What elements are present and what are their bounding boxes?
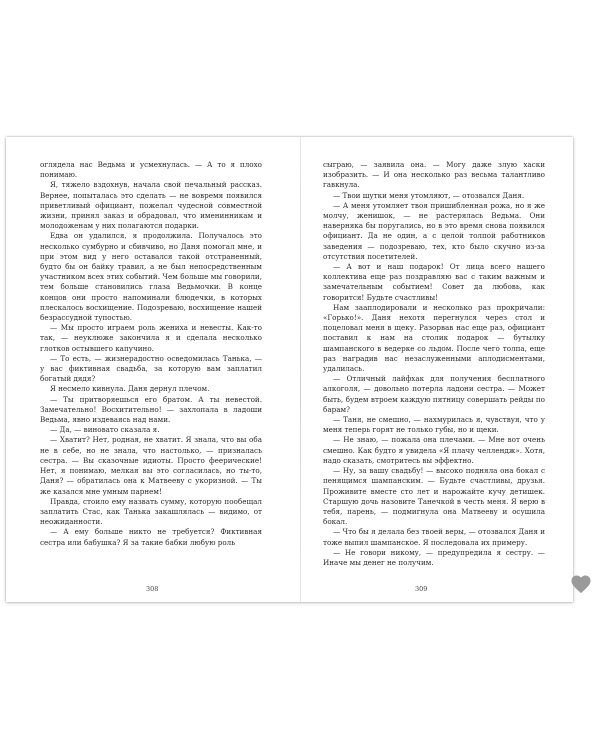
right-page-text <box>323 160 545 568</box>
paragraph: — Ну, за вашу свадьбу! — высоко подняла она бокал с пенящимся шампанским. — Будьте счастливы, друзья. Проживите вместе сто лет и нарожайте кучу детишек. Старшую дочь назовите Танечкой в честь меня. Я верю в тебя, парень, — подмигнула она Матвееву и осушила бокал. <box>323 466 545 527</box>
paragraph: — Хватит? Нет, родная, не хватит. Я знала, что вы оба не в себе, но не знала, что настолько, — призналась сестра. — Вы сказочные идиоты. Просто феерические! Нет, я понимаю, мелкая вы это согласилась, но ты-то, Даня? — обратилась она к Матвееву с укоризной. — Ты же казался мне умным парнем! <box>40 435 262 496</box>
paragraph: Нам зааплодировали и несколько раз прокричали: «Горько!». Даня нехотя перегнулся через стол и поцеловал меня в щеку. Разорвав нас еще раз, официант поставил к нам на столик подарок — бутылку шампанского в ведерке со льдом. После чего толпа, еще раз наградив нас незаслуженными аплодисментами, удалилась. <box>323 302 545 374</box>
heart-icon-shape <box>571 576 590 594</box>
paragraph: — Ты притворяешься его братом. А ты невестой. Замечательно! Восхитительно! — захлопала в ладоши Ведьма, явно издеваясь над нами. <box>40 394 262 425</box>
heart-icon[interactable] <box>570 574 592 594</box>
paragraph: Я несмело кивнула. Даня дернул плечом. <box>50 384 210 394</box>
paragraph: Едва он удалился, я продолжила. Получалось это несколько сумбурно и сбивчиво, но Даня помогал мне, и при этом вид у него оставался такой отстраненный, будто бы он байку травил, а не был непосредственным участником всех этих событий. Чем больше мы говорили, тем больше становились глаза Ведьмочки. В конце концов они просто напоминали блюдечки, в которых плескалось восхищение. Подозреваю, восхищение нашей безрассудной тупостью. <box>40 231 262 323</box>
paragraph: — Что бы я делала без твоей веры, — отозвался Даня и тоже выпил шампанское. Я последовала их примеру. <box>323 527 545 547</box>
paragraph: — А ему больше никто не требуется? Фиктивная сестра или бабушка? Я за такие бабки любую роль <box>40 527 262 547</box>
paragraph: Я, тяжело вздохнув, начала свой печальный рассказ. Вернее, попыталась это сделать — не вовремя появился приветливый официант, пожелал чудесной совместной жизни, принял заказ и обрадовал, что именинникам и молодоженам у них полагаются подарки. <box>40 180 262 231</box>
paragraph: — Да, — виновато сказала я. <box>50 425 160 435</box>
paragraph: сыграю, — заявила она. — Могу даже злую хаски изобразить. — И она несколько раз весьма талантливо гавкнула. <box>323 160 545 190</box>
paragraph: — Не знаю, — пожала она плечами. — Мне вот очень смешно. Как будто я увидела «Я плачу челлендж». Хотя, надо сказать, смотритесь вы эффектно. <box>323 435 545 465</box>
paragraph: — Отличный лайфхак для получения бесплатного алкоголя, — довольно потерла ладони сестра. — Может быть, будем втроем каждую пятницу совершать рейды по барам? <box>323 374 545 414</box>
paragraph: Правда, стоило ему назвать сумму, которую пообещал заплатить Стас, как Танька закашлялась — видимо, от неожиданности. <box>40 496 262 527</box>
paragraph: — Таня, не смешно, — нахмурилась я, чувствуя, что у меня теперь горят не только губы, но и щеки. <box>323 415 545 435</box>
book-spread <box>6 137 573 602</box>
paragraph: — То есть, — жизнерадостно осведомилась Танька, — у вас фиктивная свадьба, за которую вам заплатил богатый дядя? <box>40 353 262 384</box>
paragraph: — Не говори никому, — предупредила я сестру. — Иначе мы денег не получим. <box>323 547 545 567</box>
paragraph: — Твои шутки меня утомляют, — отозвался Даня. <box>333 190 525 200</box>
paragraph: оглядела нас Ведьма и усмехнулась. — А то я плохо понимаю. <box>40 160 262 180</box>
left-page-number: 308 <box>146 585 159 593</box>
right-page-number: 309 <box>415 585 428 593</box>
paragraph: — Мы просто играем роль жениха и невесты. Как-то так, — неуклюже закончила я и сделала несколько глотков остывшего капучино. <box>40 323 262 353</box>
paragraph: — А вот и наш подарок! От лица всего нашего коллектива еще раз поздравляю вас с таким важным и замечательным событием! Совет да любовь, как говорится! Будьте счастливы! <box>323 262 545 302</box>
book-gutter <box>300 137 301 602</box>
left-page-text <box>40 160 262 548</box>
paragraph: — А меня утомляет твоя пришибленная рожа, но я же молчу, женишок, — не растерялась Ведьма. Они наверняка бы поругались, но в это время снова появился официант. Да не один, а с целой толпой работников заведения — подозреваю, тех, кто было скучно из-за отсутствия посетителей. <box>323 200 545 261</box>
